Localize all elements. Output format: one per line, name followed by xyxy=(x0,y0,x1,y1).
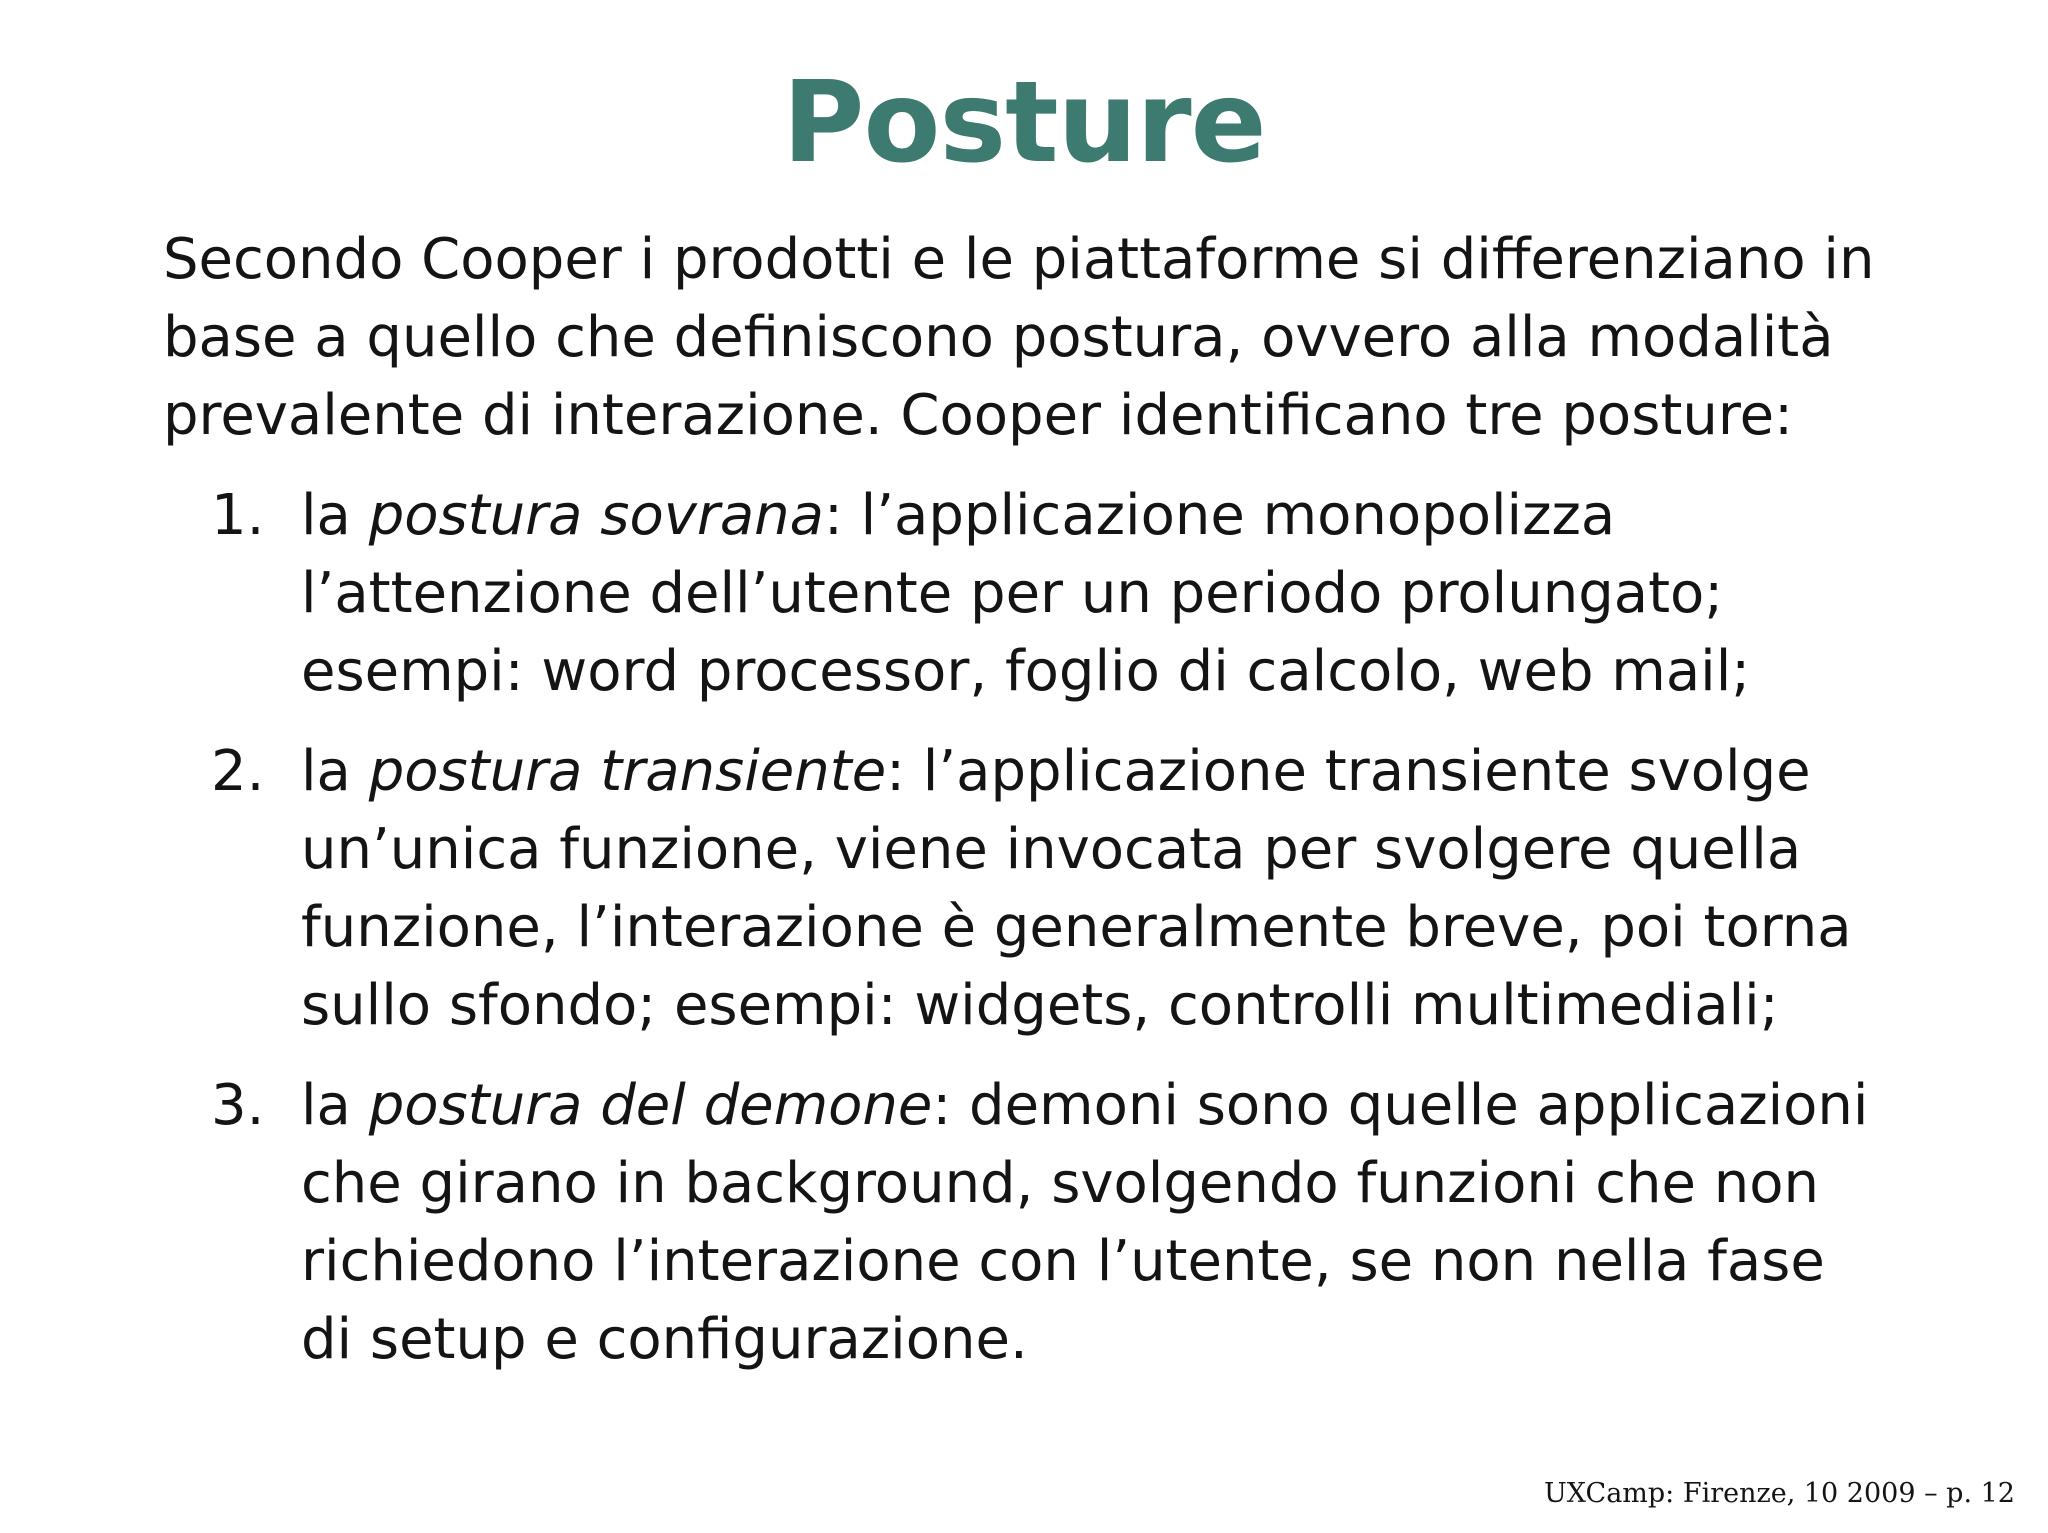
list-item-text: : l’applicazione monopolizza l’attenzione dell’utente per un periodo prolungato; esempi: word processor, foglio di calcolo, web mail; xyxy=(301,483,1751,704)
list-item-lead: la xyxy=(301,483,369,548)
intro-paragraph: Secondo Cooper i prodotti e le piattaforme si differenziano in base a quello che definiscono postura, ovvero alla modalità prevalente di interazione. Cooper identificano tre posture: xyxy=(163,227,1875,448)
list-item xyxy=(163,477,1883,711)
list-item-term: postura del demone xyxy=(368,1073,933,1138)
list-item-term: postura transiente xyxy=(368,739,887,804)
list-item-term: postura sovrana xyxy=(368,483,824,548)
list-item-number: 3. xyxy=(211,1073,265,1138)
list-item-text: : l’applicazione transiente svolge un’unica funzione, viene invocata per svolgere quella funzione, l’interazione è generalmente breve, poi torna sullo sfondo; esempi: widgets, controlli multimediali; xyxy=(301,739,1852,1038)
list-item-number: 2. xyxy=(211,739,265,804)
list-item xyxy=(163,1067,1883,1379)
list-item xyxy=(163,733,1883,1045)
list-item-text: : demoni sono quelle applicazioni che girano in background, svolgendo funzioni che non richiedono l’interazione con l’utente, se non nella fase di setup e configurazione. xyxy=(301,1073,1869,1372)
posture-list xyxy=(163,477,1883,1379)
list-item-lead: la xyxy=(301,1073,369,1138)
slide-footer: UXCamp: Firenze, 10 2009 – p. 12 xyxy=(1544,1478,2015,1509)
list-item-lead: la xyxy=(301,739,369,804)
list-item-number: 1. xyxy=(211,483,265,548)
slide-body xyxy=(163,221,1883,1401)
slide-title: Posture xyxy=(782,58,1266,188)
